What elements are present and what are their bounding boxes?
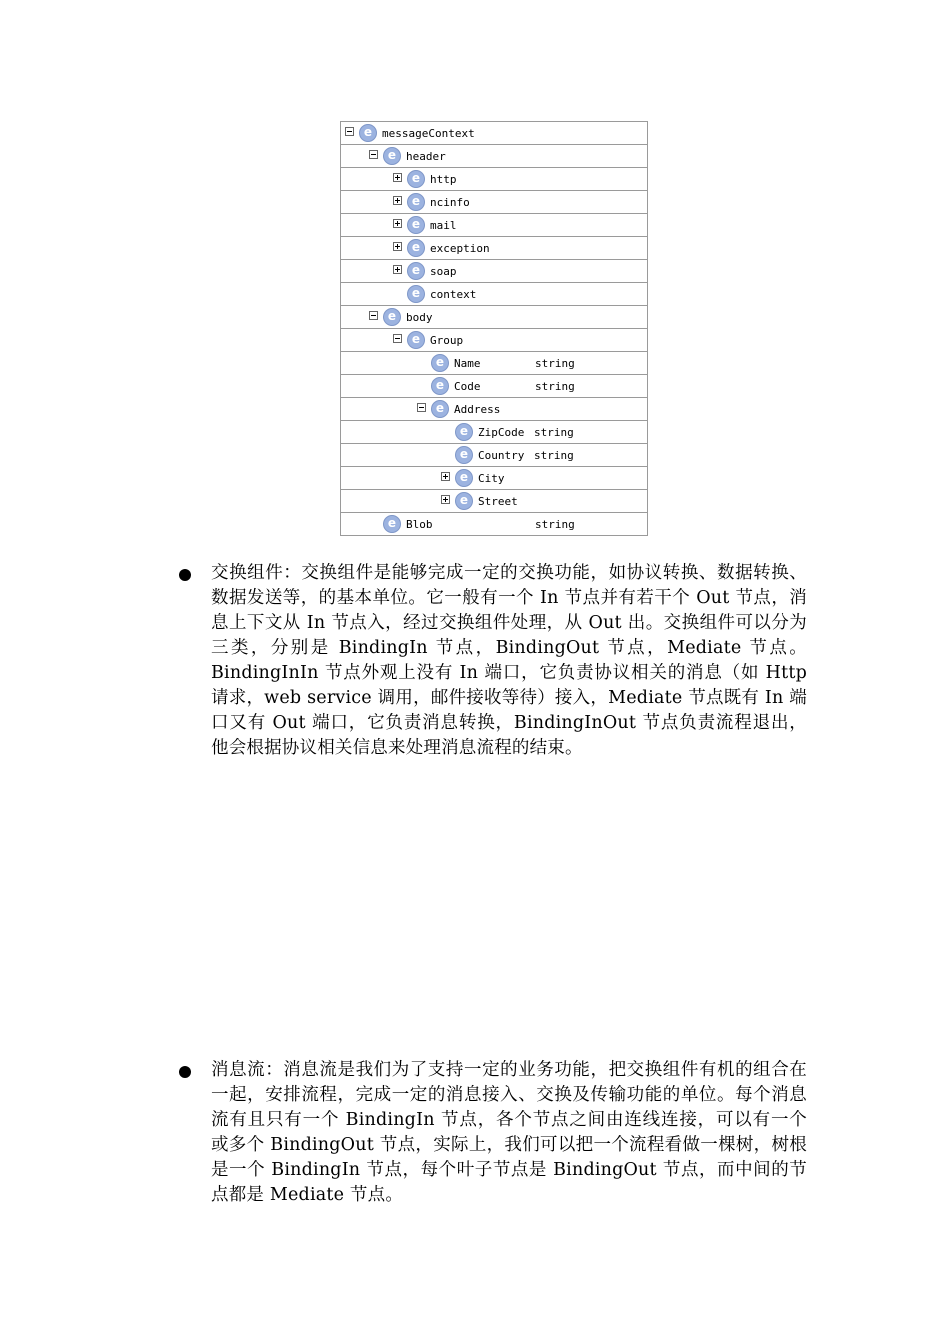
collapse-icon[interactable] <box>369 150 378 159</box>
expand-icon[interactable] <box>393 219 402 228</box>
element-icon: e <box>407 285 425 303</box>
tree-node-label: mail <box>430 219 457 232</box>
expand-icon[interactable] <box>393 242 402 251</box>
element-tree <box>340 121 648 536</box>
expand-icon[interactable] <box>441 472 450 481</box>
tree-node-label: Street <box>478 495 518 508</box>
element-icon: e <box>407 216 425 234</box>
tree-row[interactable] <box>341 490 647 513</box>
tree-row[interactable] <box>341 444 647 467</box>
tree-row[interactable] <box>341 375 647 398</box>
expand-icon[interactable] <box>393 173 402 182</box>
tree-node-label: Country <box>478 449 525 462</box>
paragraph-message-flow: 消息流：消息流是我们为了支持一定的业务功能，把交换组件有机的组合在一起，安排流程，完成一定的消息接入、交换及传输功能的单位。每个消息流有且只有一个 BindingIn 节点，各个节点之间由连线连接，可以有一个或多个 BindingOut 节点，实际上，我们可以把一个流程看做一棵树，树根是一个 BindingIn 节点，每个叶子节点是 BindingOut 节点，而中间的节点都是 Mediate 节点。 <box>211 1060 807 1205</box>
tree-row[interactable] <box>341 122 647 145</box>
bullet-2 <box>179 1066 191 1078</box>
tree-node-label: Name <box>454 357 481 370</box>
tree-row[interactable] <box>341 352 647 375</box>
tree-node-label: ncinfo <box>430 196 470 209</box>
element-icon: e <box>407 193 425 211</box>
tree-node-label: context <box>430 288 477 301</box>
element-icon: e <box>383 308 401 326</box>
bullet-1 <box>179 569 191 581</box>
collapse-icon[interactable] <box>393 334 402 343</box>
tree-node-label: header <box>406 150 446 163</box>
element-icon: e <box>455 492 473 510</box>
element-icon: e <box>407 170 425 188</box>
tree-node-label: soap <box>430 265 457 278</box>
tree-row[interactable] <box>341 283 647 306</box>
tree-node-label: http <box>430 173 457 186</box>
tree-node-label: exception <box>430 242 490 255</box>
expand-icon[interactable] <box>393 265 402 274</box>
expand-icon[interactable] <box>441 495 450 504</box>
tree-row[interactable] <box>341 260 647 283</box>
tree-node-type: string <box>534 426 574 439</box>
tree-node-type: string <box>534 449 574 462</box>
tree-node-label: City <box>478 472 505 485</box>
paragraph-exchange-component: 交换组件：交换组件是能够完成一定的交换功能，如协议转换、数据转换、数据发送等，的基本单位。它一般有一个 In 节点并有若干个 Out 节点，消息上下文从 In 节点入，经过交换组件处理，从 Out 出。交换组件可以分为三类，分别是 BindingIn 节点，BindingOut 节点，Mediate 节点。BindingInIn 节点外观上没有 In 端口，它负责协议相关的消息（如 Http 请求，web service 调用，邮件接收等待）接入，Mediate 节点既有 In 端口又有 Out 端口，它负责消息转换，BindingInOut 节点负责流程退出，他会根据协议相关信息来处理消息流程的结束。 <box>211 563 807 758</box>
tree-row[interactable] <box>341 237 647 260</box>
tree-row[interactable] <box>341 329 647 352</box>
tree-row[interactable] <box>341 513 647 536</box>
tree-row[interactable] <box>341 421 647 444</box>
element-icon: e <box>407 262 425 280</box>
collapse-icon[interactable] <box>417 403 426 412</box>
tree-node-type: string <box>535 518 575 531</box>
collapse-icon[interactable] <box>345 127 354 136</box>
element-icon: e <box>407 239 425 257</box>
tree-node-label: ZipCode <box>478 426 525 439</box>
element-icon: e <box>383 515 401 533</box>
tree-node-label: body <box>406 311 433 324</box>
tree-row[interactable] <box>341 191 647 214</box>
element-icon: e <box>431 354 449 372</box>
element-icon: e <box>455 446 473 464</box>
tree-row[interactable] <box>341 467 647 490</box>
element-icon: e <box>431 400 449 418</box>
element-icon: e <box>455 469 473 487</box>
tree-node-type: string <box>535 357 575 370</box>
element-icon: e <box>383 147 401 165</box>
element-icon: e <box>431 377 449 395</box>
tree-row[interactable] <box>341 168 647 191</box>
tree-node-label: Group <box>430 334 464 347</box>
tree-row[interactable] <box>341 398 647 421</box>
tree-node-label: Blob <box>406 518 433 531</box>
expand-icon[interactable] <box>393 196 402 205</box>
tree-node-label: Code <box>454 380 481 393</box>
element-icon: e <box>359 124 377 142</box>
element-icon: e <box>455 423 473 441</box>
tree-row[interactable] <box>341 306 647 329</box>
element-icon: e <box>407 331 425 349</box>
tree-row[interactable] <box>341 214 647 237</box>
tree-row[interactable] <box>341 145 647 168</box>
collapse-icon[interactable] <box>369 311 378 320</box>
tree-node-label: Address <box>454 403 501 416</box>
tree-node-label: messageContext <box>382 127 475 140</box>
tree-node-type: string <box>535 380 575 393</box>
